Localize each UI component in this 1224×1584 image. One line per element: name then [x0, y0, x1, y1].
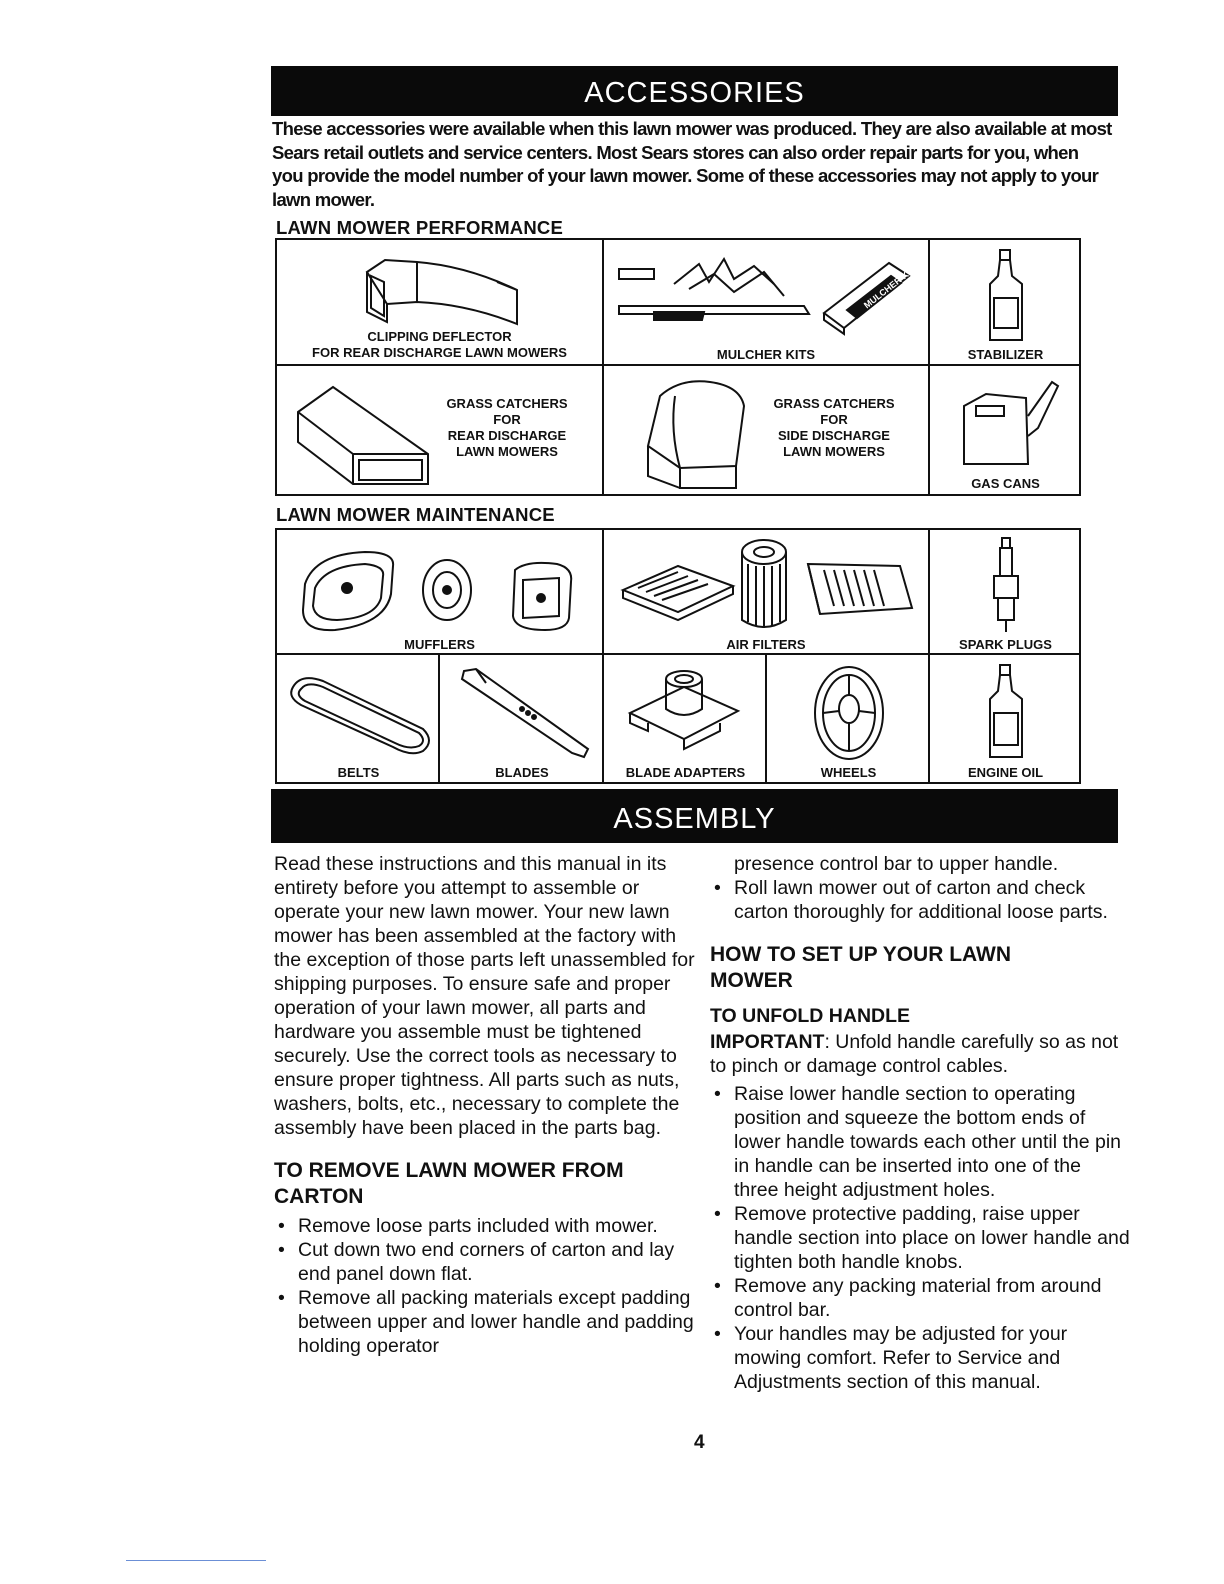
accessories-title: ACCESSORIES — [584, 77, 805, 109]
unfold-step-1: • Raise lower handle section to operating position and squeeze the bottom ends of lower handle towards each other until the pin in handle can be inserted into one of the three height adjustment holes. — [710, 1082, 1130, 1202]
mufflers-label: MUFFLERS — [404, 637, 475, 652]
air-filters-cell — [604, 530, 930, 655]
grass-catcher-rear-icon — [293, 382, 433, 488]
blade-adapter-icon — [624, 669, 744, 755]
air-filter-box-icon — [800, 554, 920, 624]
remove-step-3-continued: presence control bar to upper handle. — [734, 853, 1059, 875]
remove-from-carton-heading: TO REMOVE LAWN MOWER FROM CARTON — [274, 1159, 624, 1208]
belts-cell — [277, 655, 440, 784]
remove-step-4: • Roll lawn mower out of carton and check carton thoroughly for additional loose parts. — [710, 876, 1130, 924]
mulcher-box-text: MULCHER KIT — [861, 264, 917, 311]
remove-step-2: • Cut down two end corners of carton and lay end panel down flat. — [274, 1238, 704, 1286]
grass-rear-label-1: GRASS CATCHERS — [446, 396, 568, 411]
mulcher-kit-box-icon — [819, 258, 919, 338]
spark-plugs-cell — [930, 530, 1081, 655]
remove-step-1: • Remove loose parts included with mower. — [274, 1214, 704, 1238]
performance-heading: LAWN MOWER PERFORMANCE — [276, 217, 564, 238]
wheels-label: WHEELS — [820, 765, 877, 780]
spark-plug-icon — [986, 536, 1026, 636]
wheel-icon — [809, 663, 889, 763]
grass-rear-label-3: REAR DISCHARGE — [447, 428, 567, 443]
assembly-left-column — [274, 852, 704, 1358]
accessories-banner — [271, 66, 1118, 116]
assembly-title: ASSEMBLY — [613, 803, 776, 835]
maintenance-heading: LAWN MOWER MAINTENANCE — [276, 504, 555, 525]
mufflers-cell — [277, 530, 604, 655]
grass-catcher-rear-cell — [277, 366, 604, 496]
muffler-long-icon — [295, 544, 400, 636]
assembly-intro: Read these instructions and this manual in its entirety before you attempt to assemble or operate your new lawn mower. Your new lawn mower has been assembled at the factory with the exception of those parts left unassembled for shipping purposes. To ensure safe and proper operation of your lawn mower, all parts and hardware you assemble must be tightened securely. Use the correct tools as necessary to ensure proper tightness. All parts such as nuts, washers, bolts, etc., necessary to complete the assembly have been placed in the parts bag. — [274, 853, 695, 1139]
assembly-banner — [271, 789, 1118, 843]
belt-icon — [283, 667, 437, 757]
clipping-deflector-icon — [357, 252, 527, 332]
page-number: 4 — [694, 1432, 705, 1453]
engine-oil-cell — [930, 655, 1081, 784]
muffler-box-icon — [507, 558, 577, 634]
remove-steps-continued — [710, 852, 1130, 924]
engine-oil-bottle-icon — [982, 661, 1030, 761]
unfold-step-2: • Remove protective padding, raise upper handle section into place on lower handle and tighten both handle knobs. — [710, 1202, 1130, 1274]
air-filter-flat-icon — [618, 560, 738, 620]
mulcher-blade-icon — [614, 254, 814, 334]
maintenance-grid — [275, 528, 1081, 784]
footer-rule — [126, 1560, 266, 1561]
blade-icon — [456, 665, 596, 761]
grass-rear-label-4: LAWN MOWERS — [456, 444, 558, 459]
belts-label: BELTS — [337, 765, 380, 780]
clipping-deflector-label-2: FOR REAR DISCHARGE LAWN MOWERS — [312, 345, 567, 360]
unfold-steps-list — [710, 1082, 1130, 1394]
engine-oil-label: ENGINE OIL — [967, 765, 1044, 780]
grass-rear-label-2: FOR — [493, 412, 521, 427]
unfold-step-4: • Your handles may be adjusted for your mowing comfort. Refer to Service and Adjustments section of this manual. — [710, 1322, 1130, 1394]
grass-catcher-side-cell — [604, 366, 930, 496]
wheels-cell — [767, 655, 930, 784]
stabilizer-cell — [930, 240, 1081, 366]
muffler-round-icon — [417, 556, 477, 624]
stabilizer-bottle-icon — [982, 246, 1030, 344]
unfold-handle-heading: TO UNFOLD HANDLE — [710, 1005, 911, 1027]
important-note — [710, 1030, 1130, 1078]
spark-plugs-label: SPARK PLUGS — [959, 637, 1052, 652]
blades-label: BLADES — [495, 765, 549, 780]
blades-cell — [440, 655, 604, 784]
grass-side-label-2: FOR — [820, 412, 848, 427]
unfold-step-3: • Remove any packing material from around control bar. — [710, 1274, 1130, 1322]
clipping-deflector-label-1: CLIPPING DEFLECTOR — [367, 329, 512, 344]
accessories-intro: These accessories were available when this lawn mower was produced. They are also available at most Sears retail outlets and service centers. Most Sears stores can also order repair parts for you, when you provide the model number of your lawn mower. Some of these accessories may not apply to your lawn mower. — [272, 118, 1112, 210]
grass-side-label-4: LAWN MOWERS — [783, 444, 885, 459]
air-filters-label: AIR FILTERS — [726, 637, 806, 652]
gas-cans-label: GAS CANS — [971, 476, 1040, 491]
assembly-right-column — [710, 852, 1130, 1394]
air-filter-round-icon — [734, 534, 794, 634]
gas-can-icon — [956, 376, 1062, 471]
performance-grid — [275, 238, 1081, 496]
grass-side-label-1: GRASS CATCHERS — [773, 396, 895, 411]
stabilizer-label: STABILIZER — [967, 347, 1044, 362]
blade-adapters-label: BLADE ADAPTERS — [625, 765, 746, 780]
remove-step-3: • Remove all packing materials except padding between upper and lower handle and padding holding operator — [274, 1286, 704, 1358]
gas-cans-cell — [930, 366, 1081, 496]
important-label: IMPORTANT — [710, 1031, 825, 1053]
important-text: : Unfold handle carefully so as not to pinch or damage control cables. — [710, 1031, 1119, 1077]
mulcher-kits-label: MULCHER KITS — [716, 347, 816, 362]
setup-heading: HOW TO SET UP YOUR LAWN MOWER — [710, 943, 1012, 992]
blade-adapters-cell — [604, 655, 767, 784]
mulcher-kits-cell — [604, 240, 930, 366]
clipping-deflector-cell — [277, 240, 604, 366]
grass-catcher-side-icon — [640, 376, 750, 491]
grass-side-label-3: SIDE DISCHARGE — [778, 428, 890, 443]
remove-steps-list — [274, 1214, 704, 1358]
